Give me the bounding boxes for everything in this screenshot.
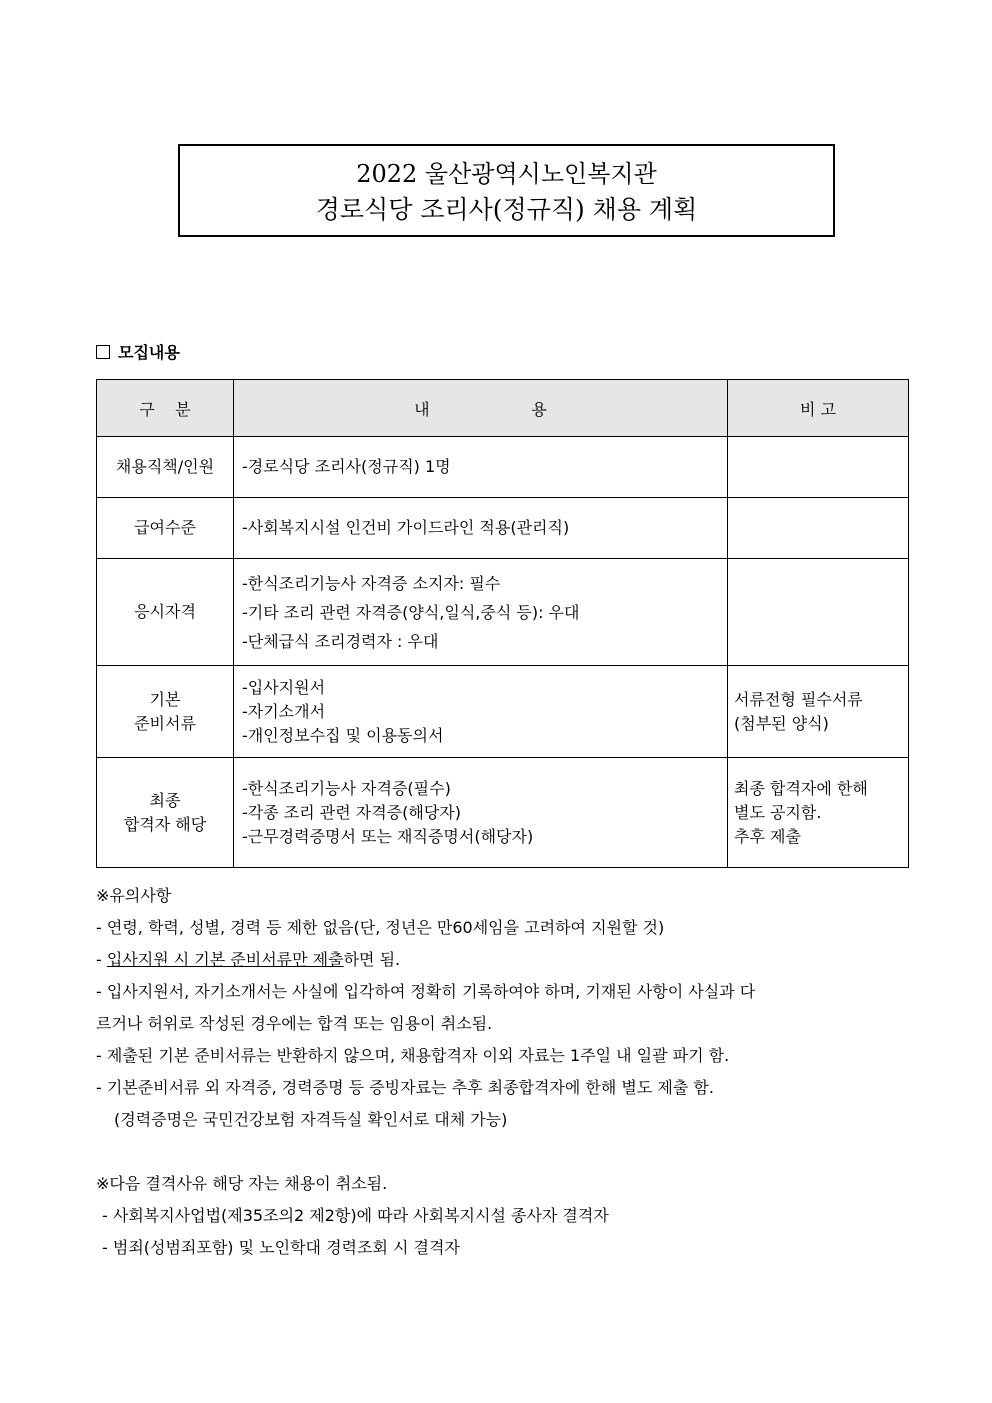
row-note	[728, 559, 909, 666]
content-line: -사회복지시설 인건비 가이드라인 적용(관리직)	[242, 518, 570, 537]
title-line-1: 2022 울산광역시노인복지관	[356, 160, 657, 188]
row-category: 기본 준비서류	[97, 666, 234, 758]
note-item: - 연령, 학력, 성별, 경력 등 제한 없음(단, 정년은 만60세임을 고려하여 지원할 것)	[96, 918, 665, 937]
disqualify-item: - 사회복지사업법(제35조의2 제2항)에 따라 사회복지시설 종사자 결격자	[102, 1206, 609, 1225]
table-row	[97, 437, 909, 498]
table-header-row	[97, 380, 909, 437]
note-suffix: 하면 됨.	[343, 950, 401, 969]
content-line: -개인정보수집 및 이용동의서	[242, 725, 444, 745]
note-subitem: (경력증명은 국민건강보험 자격득실 확인서로 대체 가능)	[114, 1110, 508, 1129]
title-box	[178, 144, 835, 237]
note-item: - 입사지원서, 자기소개서는 사실에 입각하여 정확히 기록하여야 하며, 기재된 사항이 사실과 다	[96, 982, 756, 1001]
row-content	[234, 666, 728, 758]
note-item: - 제출된 기본 준비서류는 반환하지 않으며, 채용합격자 이외 자료는 1주일 내 일괄 파기 함.	[96, 1046, 730, 1065]
row-content	[234, 437, 728, 498]
row-note	[728, 437, 909, 498]
table-row	[97, 559, 909, 666]
note-item	[96, 944, 926, 976]
spacer	[96, 1136, 926, 1168]
note-underlined: 입사지원 시 기본 준비서류만 제출	[106, 950, 344, 969]
checkbox-square-icon	[96, 345, 110, 359]
table-row	[97, 758, 909, 868]
row-category: 응시자격	[97, 559, 234, 666]
header-note: 비 고	[728, 380, 909, 437]
content-line: -자기소개서	[242, 701, 326, 721]
content-line: -경로식당 조리사(정규직) 1명	[242, 457, 451, 476]
note-item: - 기본준비서류 외 자격증, 경력증명 등 증빙자료는 추후 최종합격자에 한해 별도 제출 함.	[96, 1078, 714, 1097]
content-line: -각종 조리 관련 자격증(해당자)	[242, 802, 461, 822]
row-category: 채용직책/인원	[97, 437, 234, 498]
note-prefix: -	[96, 950, 107, 969]
header-content: 내 용	[234, 380, 728, 437]
row-category: 최종 합격자 해당	[97, 758, 234, 868]
table-row	[97, 666, 909, 758]
note-item-continued: 르거나 허위로 작성된 경우에는 합격 또는 임용이 취소됨.	[96, 1014, 493, 1033]
section-heading-text: 모집내용	[118, 343, 180, 362]
content-line: -근무경력증명서 또는 재직증명서(해당자)	[242, 826, 534, 846]
recruitment-table	[96, 379, 909, 868]
row-note	[728, 498, 909, 559]
notes-section	[96, 880, 926, 1264]
content-line: -입사지원서	[242, 677, 326, 697]
disqualify-heading: ※다음 결격사유 해당 자는 채용이 취소됨.	[96, 1174, 388, 1193]
row-content	[234, 559, 728, 666]
row-category: 급여수준	[97, 498, 234, 559]
table-row	[97, 498, 909, 559]
title-line-2: 경로식당 조리사(정규직) 채용 계획	[315, 195, 698, 224]
row-content	[234, 498, 728, 559]
content-line: -단체급식 조리경력자 : 우대	[242, 631, 439, 651]
row-note: 최종 합격자에 한해 별도 공지함. 추후 제출	[728, 758, 909, 868]
content-line: -한식조리기능사 자격증 소지자: 필수	[242, 573, 501, 593]
content-line: -기타 조리 관련 자격증(양식,일식,중식 등): 우대	[242, 602, 580, 622]
section-heading	[96, 340, 180, 363]
notes-heading: ※유의사항	[96, 886, 172, 905]
row-note: 서류전형 필수서류 (첨부된 양식)	[728, 666, 909, 758]
header-category: 구 분	[97, 380, 234, 437]
content-line: -한식조리기능사 자격증(필수)	[242, 778, 451, 798]
disqualify-item: - 범죄(성범죄포함) 및 노인학대 경력조회 시 결격자	[102, 1238, 460, 1257]
row-content	[234, 758, 728, 868]
